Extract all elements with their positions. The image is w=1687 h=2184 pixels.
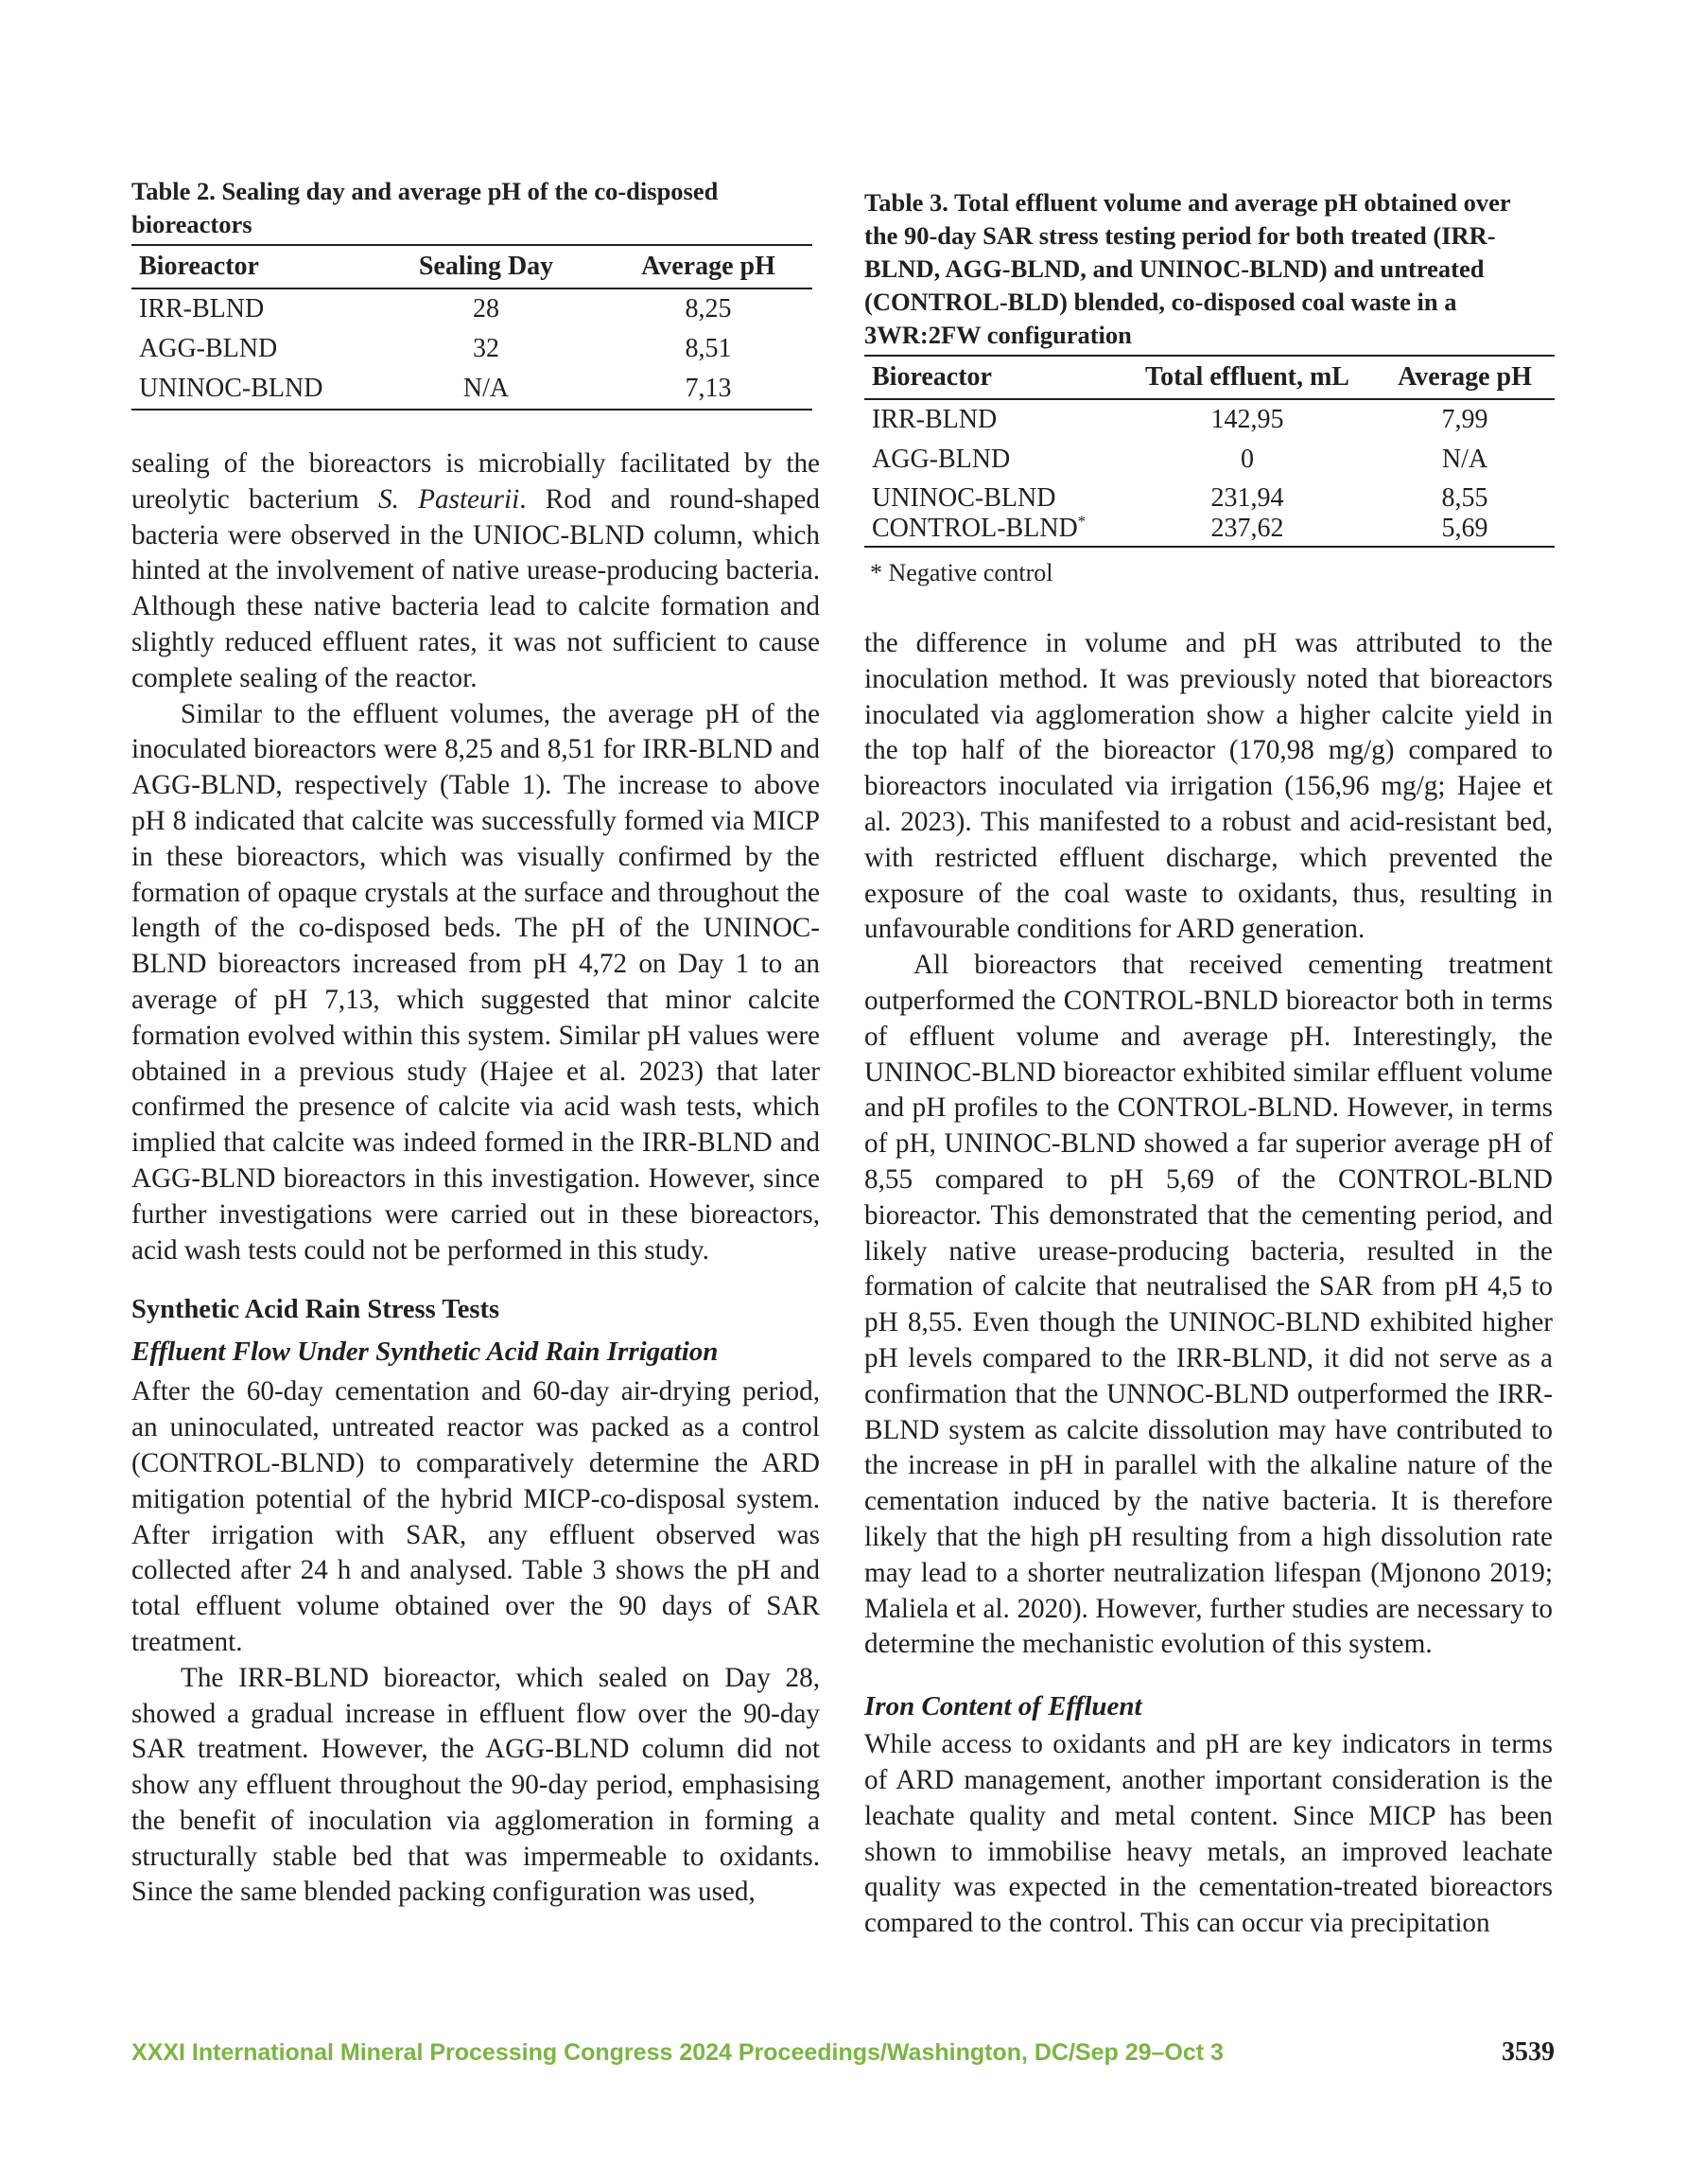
footer-text: XXXI International Mineral Processing Congress 2024 Proceedings/Washington, DC/Sep 29–Oct 3 [131, 2039, 1224, 2066]
table2-header-cell: Sealing Day [418, 252, 554, 281]
table2-header-row [131, 245, 812, 288]
table-cell: 8,51 [685, 334, 732, 363]
table-row [131, 369, 812, 410]
paragraph: Similar to the effluent volumes, the average pH of the inoculated bioreactors were 8,25 and 8,51 for IRR-BLND and AGG-BLND, respectively (Table 1). The increase to above pH 8 indicated that calcite was successfully formed via MICP in these bioreactors, which was visually confirmed by the formation of opaque crystals at the surface and throughout the length of the co-disposed beds. The pH of the UNINOC-BLND bioreactors increased from pH 4,72 on Day 1 to an average of pH 7,13, which suggested that minor calcite formation evolved within this system. Similar pH values were obtained in a previous study (Hajee et al. 2023) that later confirmed the presence of calcite via acid wash tests, which implied that calcite was indeed formed in the IRR-BLND and AGG-BLND bioreactors in this investigation. However, since further investigations were carried out in these bioreactors, acid wash tests could not be performed in this study. [131, 698, 820, 1266]
table-row [864, 399, 1555, 440]
cell-text: CONTROL-BLND [872, 514, 1078, 543]
table3-header-row [864, 356, 1555, 399]
paragraph: The IRR-BLND bioreactor, which sealed on Day 28, showed a gradual increase in effluent flow over the 90-day SAR treatment. However, the AGG-BLND column did not show any effluent throughout the 90-day period, emphasising the benefit of inoculation via agglomeration in forming a structurally stable bed that was impermeable to oxidants. Since the same blended packing configuration was used, [131, 1662, 820, 1908]
table-cell: AGG-BLND [139, 334, 278, 363]
table2 [131, 244, 812, 411]
table-cell: UNINOC-BLND [872, 483, 1056, 513]
text-run: sealing of the bioreactors is microbially facilitated by the ureolytic bacterium [131, 448, 820, 515]
table-cell: 5,69 [1375, 514, 1555, 547]
table-cell: 0 [1241, 445, 1254, 474]
table-row [131, 288, 812, 329]
right-text [864, 626, 1553, 1942]
paragraph: All bioreactors that received cementing treatment outperformed the CONTROL-BNLD bioreactor both in terms of effluent volume and average pH. Interestingly, the UNINOC-BLND bioreactor exhibited similar effluent volume and pH profiles to the CONTROL-BLND. However, in terms of pH, UNINOC-BLND showed a far superior average pH of 8,55 compared to pH 5,69 of the CONTROL-BLND bioreactor. This demonstrated that the cementing period, and likely native urease-producing bacteria, resulted in the formation of calcite that neutralised the SAR from pH 4,5 to pH 8,55. Even though the UNINOC-BLND exhibited higher pH levels compared to the IRR-BLND, it did not serve as a confirmation that the UNNOC-BLND outperformed the IRR-BLND system as calcite dissolution may have contributed to the increase in pH in parallel with the alkaline nature of the cementation induced by the native bacteria. It is therefore likely that the high pH resulting from a high dissolution rate may lead to a shorter neutralization lifespan (Mjonono 2019; Maliela et al. 2020). However, further studies are necessary to determine the mechanistic evolution of this system. [864, 950, 1553, 1660]
table3 [864, 355, 1555, 548]
table3-header-cell: Average pH [1398, 362, 1532, 392]
table-cell: 28 [473, 294, 499, 323]
table-cell [864, 514, 1120, 547]
table-cell: UNINOC-BLND [131, 369, 368, 410]
table3-footnote: * Negative control [870, 559, 1053, 586]
table-row [131, 329, 812, 369]
table-cell: 32 [473, 334, 499, 363]
table-cell: N/A [1441, 445, 1488, 474]
table3-caption: Table 3. Total effluent volume and average pH obtained over the 90-day SAR stress testing period for both treated (IRR-BLND, AGG-BLND, and UNINOC-BLND) and untreated (CONTROL-BLD) blended, co-disposed coal waste in a 3WR:2FW configuration [864, 188, 1511, 349]
table-cell: 231,94 [1210, 483, 1284, 513]
table-cell: N/A [368, 369, 604, 410]
table2-header-cell: Average pH [641, 252, 775, 281]
section-heading: Synthetic Acid Rain Stress Tests [131, 1295, 500, 1325]
page-number: 3539 [1502, 2037, 1555, 2067]
table-cell: IRR-BLND [139, 294, 265, 323]
table-cell: 8,25 [685, 294, 732, 323]
paragraph: While access to oxidants and pH are key indicators in terms of ARD management, another important consideration is the leachate quality and metal content. Since MICP has been shown to immobilise heavy metals, an improved leachate quality was expected in the cementation-treated bioreactors compared to the control. This can occur via precipitation [864, 1729, 1553, 1939]
species-name: S. Pasteurii [378, 483, 520, 515]
table3-header-cell: Bioreactor [872, 362, 992, 392]
table-row [864, 440, 1555, 480]
paragraph: After the 60-day cementation and 60-day air-drying period, an uninoculated, untreated reactor was packed as a control (CONTROL-BLND) to comparatively determine the ARD mitigation potential of the hybrid MICP-co-disposal system. After irrigation with SAR, any effluent observed was collected after 24 h and analysed. Table 3 shows the pH and total effluent volume obtained over the 90 days of SAR treatment. [131, 1376, 820, 1657]
table-cell: AGG-BLND [872, 445, 1011, 474]
left-text [131, 446, 820, 1911]
table-cell: 142,95 [1210, 405, 1284, 434]
table-cell: 8,55 [1441, 483, 1488, 513]
table2-caption: Table 2. Sealing day and average pH of the co-disposed bioreactors [131, 177, 719, 238]
subsection-heading: Effluent Flow Under Synthetic Acid Rain Irrigation [131, 1337, 719, 1368]
table-cell: IRR-BLND [872, 405, 998, 434]
page-footer [131, 2039, 1555, 2077]
table2-header-cell: Bioreactor [139, 252, 259, 281]
table3-block [864, 186, 1555, 587]
table-cell: 7,99 [1441, 405, 1488, 434]
subsection-heading: Iron Content of Effluent [864, 1691, 1142, 1722]
table3-header-cell: Total effluent, mL [1145, 362, 1349, 392]
text-run: . Rod and round-shaped bacteria were observed in the UNIOC-BLND column, which hinted at the involvement of native urease-producing bacteria. Although these native bacteria lead to calcite formation and slightly reduced effluent rates, it was not sufficient to cause complete sealing of the reactor. [131, 483, 820, 693]
paragraph [131, 446, 820, 697]
table-cell: 237,62 [1120, 514, 1375, 547]
footnote-marker: * [1077, 512, 1087, 531]
paragraph: the difference in volume and pH was attributed to the inoculation method. It was previously noted that bioreactors inoculated via agglomeration show a higher calcite yield in the top half of the bioreactor (170,98 mg/g) compared to bioreactors inoculated via irrigation (156,96 mg/g; Hajee et al. 2023). This manifested to a robust and acid-resistant bed, with restricted effluent discharge, which prevented the exposure of the coal waste to oxidants, thus, resulting in unfavourable conditions for ARD generation. [864, 628, 1553, 945]
table-row [864, 480, 1555, 514]
table-cell: 7,13 [604, 369, 812, 410]
table-row [864, 514, 1555, 547]
table2-block [131, 175, 812, 411]
